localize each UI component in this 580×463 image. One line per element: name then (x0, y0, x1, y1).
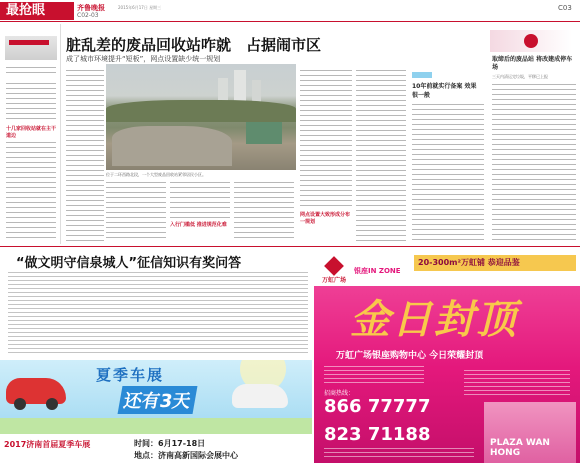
masthead: 齐鲁晚报 (77, 4, 105, 12)
main-subtitle: 成了城市环境提升“短板”，网点设置缺少统一规划 (66, 55, 221, 63)
story-col-2 (106, 182, 166, 242)
phone-number-2[interactable]: 823 71188 (324, 424, 431, 445)
wanda-plaza-ad[interactable] (314, 252, 580, 463)
sub-box-title: 10年前就实行备案 效果很一般 (412, 83, 477, 99)
car-show-place: 地点：济南高新国际会展中心 (134, 451, 238, 460)
right-title: 取缔后的废品站 将改建成停车场 (492, 56, 573, 71)
header-rule (0, 21, 580, 22)
wanda-logo: 万虹广场 (322, 277, 347, 284)
story-col-5 (300, 70, 352, 210)
right-subtitle: 三天内清运完垃圾，平移已上报 (492, 74, 548, 79)
left-teaser-mark (9, 40, 49, 45)
left-section-head: 十几家回收站就在主干道边 (6, 126, 57, 139)
car-show-event-title: 2017济南首届夏季车展 (4, 440, 91, 449)
inzone-logo: 银座IN ZONE (354, 267, 401, 275)
car-show-headline: 夏季车展 (96, 366, 165, 384)
wanda-subline: 万虹广场银座购物中心 今日荣耀封顶 (336, 351, 484, 361)
side-heading-2: 网点设置大致形成分布一规划 (300, 212, 351, 225)
left-byline (6, 67, 56, 77)
left-column-rule (60, 24, 61, 244)
page-number: C03 (558, 4, 572, 12)
section-title: 最抢眼 (6, 3, 46, 18)
story-col-3 (170, 182, 230, 220)
countdown-text: 还有3天 (118, 386, 197, 414)
left-body-text-1 (6, 83, 56, 123)
right-teaser-logo (524, 34, 538, 48)
page-code: C02-03 (77, 12, 99, 19)
promo-banner-text: 20-300m²万虹铺 恭迎品鉴 (418, 258, 520, 267)
phone-number-1[interactable]: 866 77777 (324, 396, 431, 417)
side-heading-1: 入行门槛低 推进规范化难 (170, 222, 227, 228)
story-photo (106, 64, 296, 170)
sub-box-text (412, 104, 484, 242)
sub-box-label (412, 72, 432, 78)
car-show-time: 时间：6月17-18日 (134, 439, 206, 448)
story-col-6 (356, 70, 406, 242)
wanda-info-text (464, 370, 570, 396)
credit-quiz-text (8, 272, 308, 356)
story-col-4 (234, 182, 294, 242)
car-ad-ground (0, 418, 312, 434)
wanda-small-text (324, 366, 424, 384)
phone-label: 招商热线： (324, 390, 355, 397)
left-body-text-2 (6, 142, 56, 242)
car-wheel-icon (46, 398, 58, 410)
date-line: 2015年6月17日 星期三 (118, 5, 162, 10)
car-show-ad[interactable] (0, 360, 312, 463)
wanda-footer-text (324, 448, 474, 458)
car-wheel-icon (14, 398, 26, 410)
main-title: 脏乱差的废品回收站咋就 占据闹市区 (66, 36, 322, 54)
wanda-plaza-text: PLAZA WAN HONG (490, 438, 550, 458)
credit-quiz-title: “做文明守信泉城人”征信知识有奖问答 (16, 256, 242, 271)
photo-trash-heap (112, 126, 232, 166)
ad-divider (0, 246, 580, 247)
story-col-1 (66, 70, 104, 242)
photo-caption: 位于二环西路北段，一个大型废品回收站紧邻居民小区。 (106, 172, 206, 177)
photo-tarp (246, 122, 282, 144)
wanda-headline: 金日封顶 (350, 297, 518, 343)
car-icon (232, 384, 288, 408)
photo-trees (106, 100, 296, 122)
right-body-text (492, 84, 576, 244)
